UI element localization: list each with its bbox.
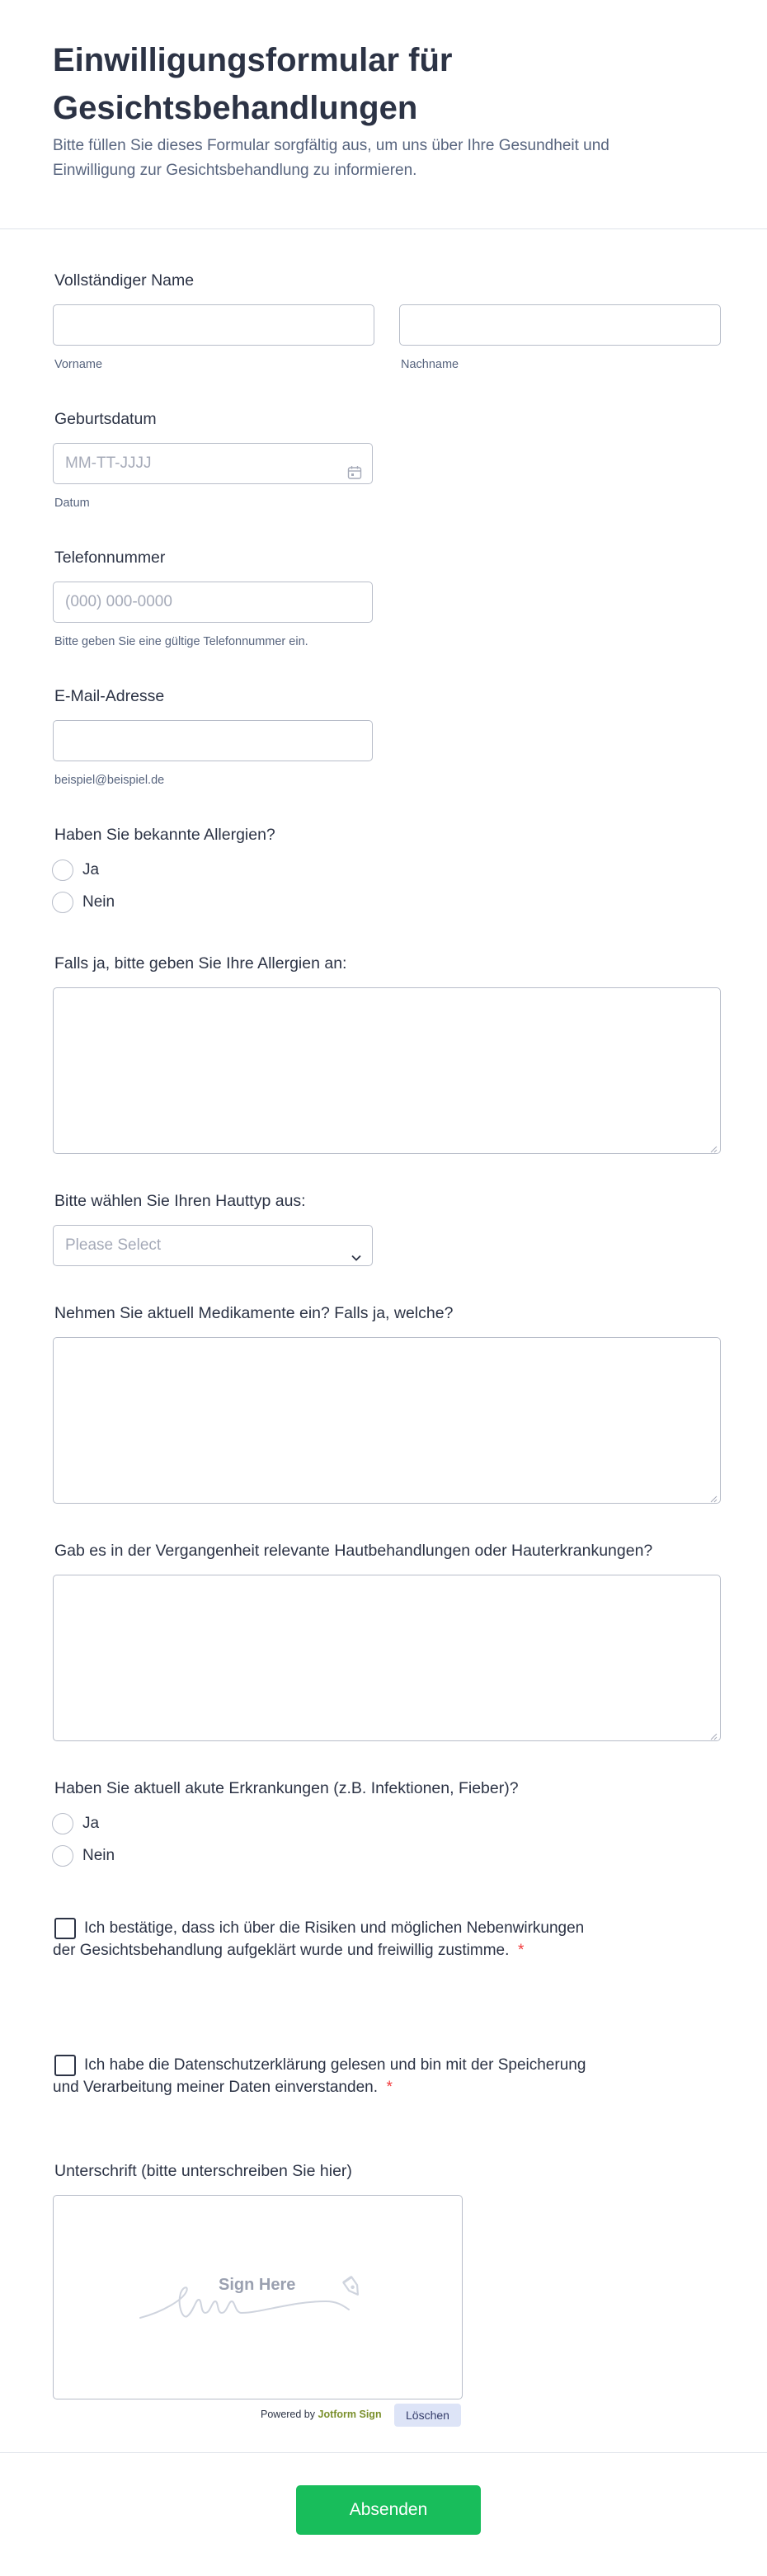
consent-privacy-line2-wrap[interactable] [53, 2076, 696, 2098]
skin-type-select[interactable] [53, 1225, 373, 1266]
consent-risks-line2: der Gesichtsbehandlung aufgeklärt wurde und freiwillig zustimme. [53, 1942, 510, 1959]
allergies-yes-radio[interactable] [52, 859, 73, 881]
acute-yes-label[interactable]: Ja [82, 1815, 100, 1832]
first-name-sublabel: Vorname [54, 358, 103, 371]
birthdate-placeholder: MM-TT-JJJJ [65, 454, 152, 472]
footer-divider [0, 2452, 767, 2453]
form-subtitle-line2: Einwilligung zur Gesichtsbehandlung zu informieren. [53, 162, 417, 179]
acute-label: Haben Sie aktuell akute Erkrankungen (z.B. Infektionen, Fieber)? [54, 1779, 519, 1797]
phone-placeholder: (000) 000-0000 [65, 593, 172, 610]
chevron-down-icon [351, 1240, 362, 1251]
form-title-line2: Gesichtsbehandlungen [53, 90, 418, 126]
form-title-line1: Einwilligungsformular für [53, 42, 453, 78]
signature-label: Unterschrift (bitte unterschreiben Sie hier) [54, 2162, 352, 2180]
submit-button[interactable]: Absenden [296, 2485, 481, 2535]
powered-by-text: Powered by [261, 2409, 316, 2420]
consent-privacy-checkbox[interactable] [54, 2055, 76, 2076]
clear-signature-button[interactable]: Löschen [394, 2404, 461, 2427]
form-subtitle-line1: Bitte füllen Sie dieses Formular sorgfältig aus, um uns über Ihre Gesundheit und [53, 137, 609, 154]
form-subtitle [53, 134, 696, 183]
pen-icon [337, 2272, 367, 2301]
resize-handle-icon[interactable] [709, 1492, 718, 1500]
consent-risks-line2-wrap[interactable] [53, 1939, 696, 1961]
allergies-no-radio[interactable] [52, 892, 73, 913]
acute-no-radio[interactable] [52, 1845, 73, 1867]
phone-input[interactable] [53, 582, 373, 623]
history-label: Gab es in der Vergangenheit relevante Hautbehandlungen oder Hauterkrankungen? [54, 1542, 653, 1560]
acute-yes-radio[interactable] [52, 1813, 73, 1834]
consent-risks-checkbox[interactable] [54, 1918, 76, 1939]
phone-label: Telefonnummer [54, 549, 166, 567]
allergy-details-label: Falls ja, bitte geben Sie Ihre Allergien an: [54, 954, 347, 972]
skin-type-placeholder: Please Select [65, 1236, 162, 1254]
jotform-sign-brand[interactable]: Jotform Sign [318, 2409, 382, 2420]
calendar-icon[interactable] [347, 456, 362, 471]
required-mark: * [517, 1942, 525, 1959]
last-name-sublabel: Nachname [401, 358, 459, 371]
consent-privacy-line2: und Verarbeitung meiner Daten einverstanden. [53, 2079, 378, 2096]
birthdate-sublabel: Datum [54, 497, 90, 510]
sign-here-text: Sign Here [219, 2276, 296, 2294]
birthdate-input[interactable] [53, 443, 373, 484]
last-name-input[interactable] [399, 304, 721, 346]
first-name-input[interactable] [53, 304, 374, 346]
history-textarea[interactable] [53, 1575, 721, 1741]
resize-handle-icon[interactable] [709, 1142, 718, 1151]
name-label: Vollständiger Name [54, 271, 195, 290]
header-divider [0, 228, 767, 229]
allergies-yes-label[interactable]: Ja [82, 861, 100, 878]
signature-placeholder-stroke [54, 2196, 463, 2400]
email-sublabel: beispiel@beispiel.de [54, 774, 165, 787]
acute-no-label[interactable]: Nein [82, 1847, 115, 1864]
email-input[interactable] [53, 720, 373, 761]
birthdate-label: Geburtsdatum [54, 410, 157, 428]
skin-type-label: Bitte wählen Sie Ihren Hauttyp aus: [54, 1192, 306, 1210]
form-title [53, 36, 696, 132]
consent-privacy-line1[interactable]: Ich habe die Datenschutzerklärung gelesen und bin mit der Speicherung [84, 2056, 586, 2074]
required-mark: * [386, 2079, 393, 2096]
allergy-details-textarea[interactable] [53, 987, 721, 1154]
powered-by [261, 2408, 382, 2421]
email-label: E-Mail-Adresse [54, 687, 165, 705]
allergies-label: Haben Sie bekannte Allergien? [54, 826, 275, 844]
consent-risks-line1[interactable]: Ich bestätige, dass ich über die Risiken und möglichen Nebenwirkungen [84, 1919, 585, 1937]
allergies-no-label[interactable]: Nein [82, 893, 115, 911]
resize-handle-icon[interactable] [709, 1730, 718, 1738]
phone-sublabel: Bitte geben Sie eine gültige Telefonnummer ein. [54, 635, 308, 648]
medication-label: Nehmen Sie aktuell Medikamente ein? Falls ja, welche? [54, 1304, 454, 1322]
medication-textarea[interactable] [53, 1337, 721, 1504]
signature-pad[interactable] [53, 2195, 463, 2399]
